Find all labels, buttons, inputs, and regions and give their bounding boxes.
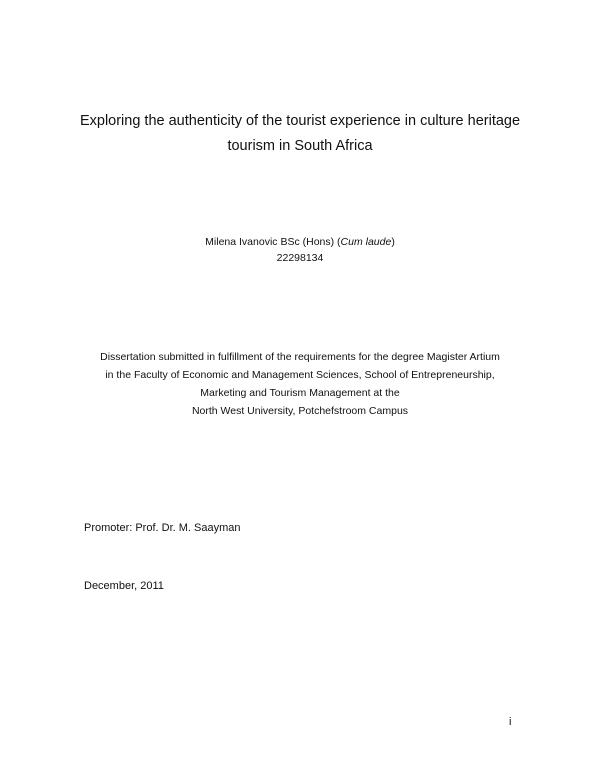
author-name: Milena Ivanovic BSc (Hons) ( xyxy=(205,236,341,248)
title-line-1: Exploring the authenticity of the tourist experience in culture heritage xyxy=(79,113,521,129)
statement-line-1: Dissertation submitted in fulfillment of the requirements for the degree Magister Artium xyxy=(100,351,500,363)
statement-line-3: Marketing and Tourism Management at the xyxy=(200,387,400,399)
student-number: 22298134 xyxy=(276,252,324,264)
submission-statement xyxy=(0,348,600,420)
statement-line-2: in the Faculty of Economic and Management Sciences, School of Entrepreneurship, xyxy=(105,369,495,381)
promoter-line: Promoter: Prof. Dr. M. Saayman xyxy=(84,522,241,534)
statement-line-4: North West University, Potchefstroom Campus xyxy=(191,405,409,417)
page-number: i xyxy=(509,716,512,728)
author-block xyxy=(0,234,600,266)
title-line-2: tourism in South Africa xyxy=(227,138,373,154)
author-distinction: Cum laude xyxy=(340,236,392,248)
author-name-line xyxy=(0,234,600,250)
author-name-suffix: ) xyxy=(391,236,395,248)
submission-date: December, 2011 xyxy=(84,580,164,592)
dissertation-title xyxy=(0,109,600,159)
